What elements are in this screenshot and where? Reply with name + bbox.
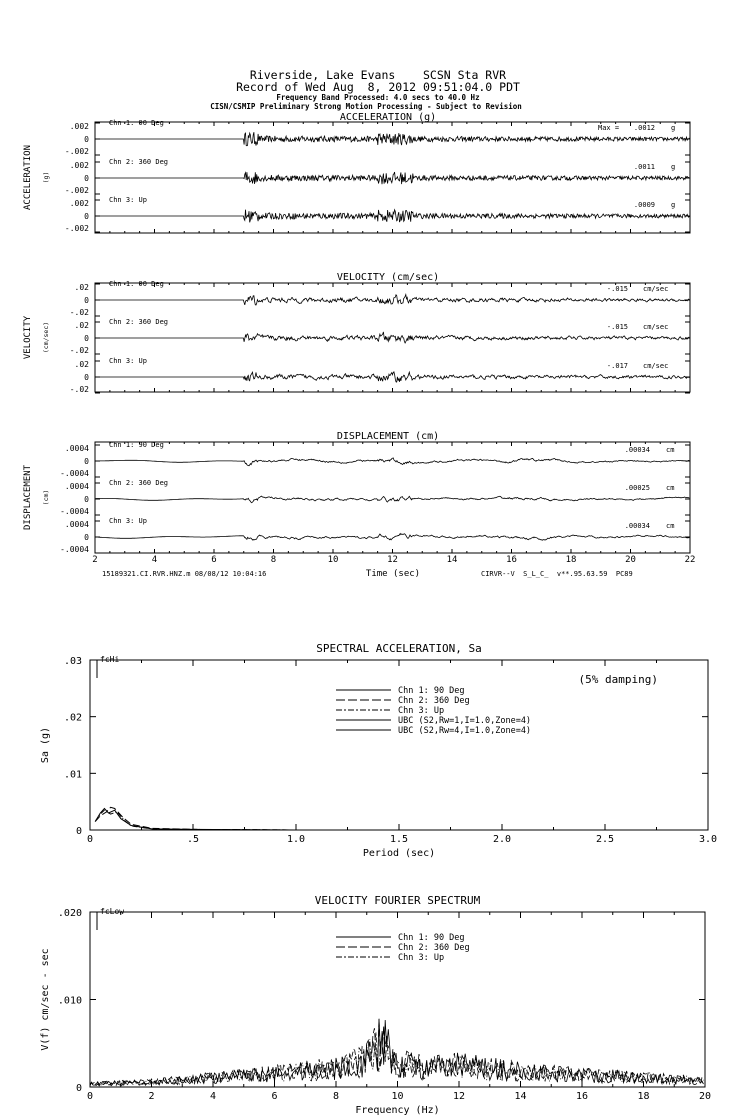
panel-yunit: (cm/sec) [42, 321, 50, 354]
max-label: Max = [598, 124, 620, 132]
max-value: -.015 [606, 323, 628, 331]
y-tick-label: -.002 [64, 147, 89, 156]
channel-label: Chn 1: 90 Deg [109, 280, 164, 288]
velocity-fourier-chart [40, 894, 711, 1115]
max-unit: g [671, 163, 676, 171]
panel-ylabel: VELOCITY [23, 315, 33, 360]
waveform-trace [95, 332, 689, 343]
header [210, 68, 522, 111]
x-tick-label: 16 [575, 1091, 589, 1102]
y-tick-label: .03 [63, 656, 82, 667]
x-tick-label: 10 [391, 1091, 404, 1102]
panel-ylabel: DISPLACEMENT [23, 464, 33, 531]
y-tick-label: 0 [75, 1083, 82, 1094]
panel-acc [23, 112, 690, 233]
y-tick-label: .01 [63, 769, 82, 781]
chart-title: VELOCITY FOURIER SPECTRUM [314, 894, 481, 907]
channel-label: Chn 3: Up [109, 357, 147, 365]
y-tick-label: 0 [84, 495, 89, 504]
x-tick-label: 1.0 [286, 834, 306, 845]
waveform-trace [95, 132, 689, 146]
channel-label: Chn 1: 90 Deg [109, 119, 164, 127]
y-tick-label: -.02 [69, 385, 89, 394]
series-line [95, 807, 296, 830]
y-tick-label: .020 [57, 908, 82, 919]
series-line [90, 1019, 704, 1086]
legend-label: Chn 2: 360 Deg [398, 943, 470, 953]
y-tick-label: 0 [84, 212, 89, 221]
y-tick-label: 0 [84, 296, 89, 305]
x-tick-label: 8 [332, 1091, 340, 1102]
channel-label: Chn 3: Up [109, 517, 147, 525]
y-axis-label: Sa (g) [40, 726, 51, 764]
series-line [90, 1018, 704, 1086]
legend-label: UBC (S2,Rw=4,I=1.0,Zone=4) [398, 726, 532, 736]
x-tick-label: 14 [514, 1091, 527, 1102]
panel-yunit: (g) [42, 171, 50, 184]
max-value: .0011 [633, 163, 655, 171]
max-unit: cm [666, 446, 675, 454]
max-unit: cm [666, 484, 675, 492]
y-tick-label: 0 [84, 135, 89, 144]
marker-label: fcHi [100, 655, 120, 664]
waveform-trace [95, 372, 689, 382]
legend-label: Chn 3: Up [398, 953, 445, 963]
panel-ylabel: ACCELERATION [23, 144, 33, 211]
x-tick-label: 6 [211, 555, 217, 565]
channel-label: Chn 1: 90 Deg [109, 441, 164, 449]
max-unit: g [671, 124, 676, 132]
y-tick-label: -.002 [64, 224, 89, 233]
x-tick-label: 18 [637, 1091, 650, 1102]
panel-disp [23, 431, 695, 565]
x-tick-label: 6 [271, 1091, 278, 1102]
y-tick-label: .0004 [64, 482, 89, 491]
time-series-panels [23, 112, 695, 565]
max-unit: cm/sec [643, 323, 669, 331]
y-tick-label: .0004 [64, 520, 89, 529]
y-tick-label: -.02 [69, 308, 89, 317]
legend-label: Chn 1: 90 Deg [398, 933, 465, 943]
x-tick-label: 14 [446, 555, 458, 565]
damping-note: (5% damping) [578, 673, 658, 686]
y-tick-label: .002 [69, 161, 89, 170]
x-axis-label: Frequency (Hz) [355, 1105, 440, 1115]
x-tick-label: 1.5 [389, 834, 409, 845]
header-line1: Riverside, Lake Evans SCSN Sta RVR [249, 68, 507, 82]
footer-left: 15189321.CI.RVR.HNZ.m 08/08/12 10:04:16 [102, 570, 267, 578]
header-line3: Frequency Band Processed: 4.0 secs to 40.0 Hz [276, 93, 480, 102]
y-tick-label: 0 [84, 174, 89, 183]
channel-label: Chn 2: 360 Deg [109, 318, 169, 326]
waveform-trace [95, 458, 689, 466]
panel-vel [23, 272, 690, 394]
legend-label: Chn 1: 90 Deg [398, 686, 465, 696]
max-value: .00034 [624, 522, 650, 530]
y-tick-label: 0 [84, 457, 89, 466]
panel-title: ACCELERATION (g) [339, 112, 437, 123]
y-tick-label: -.0004 [60, 469, 89, 478]
y-tick-label: .02 [74, 360, 89, 369]
header-line4: CISN/CSMIP Preliminary Strong Motion Processing - Subject to Revision [210, 102, 522, 111]
max-value: -.017 [606, 362, 628, 370]
y-tick-label: .02 [74, 321, 89, 330]
x-tick-label: 0 [86, 834, 94, 845]
channel-label: Chn 2: 360 Deg [109, 479, 169, 487]
y-tick-label: .02 [63, 712, 82, 724]
marker-label: fcLow [100, 907, 125, 916]
panel-title: VELOCITY (cm/sec) [336, 272, 440, 283]
x-tick-label: 22 [684, 555, 696, 565]
waveform-trace [95, 295, 689, 305]
series-line [95, 810, 296, 830]
y-tick-label: 0 [84, 373, 89, 382]
x-tick-label: 16 [506, 555, 517, 565]
x-tick-label: 12 [387, 555, 398, 565]
max-unit: cm/sec [643, 285, 669, 293]
x-tick-label: 18 [565, 555, 577, 565]
legend-label: Chn 3: Up [398, 706, 445, 716]
legend-label: Chn 2: 360 Deg [398, 696, 470, 706]
x-tick-label: 4 [151, 555, 158, 565]
y-tick-label: .010 [57, 995, 82, 1007]
x-tick-label: 4 [209, 1091, 217, 1102]
waveform-trace [95, 172, 689, 184]
y-tick-label: -.02 [69, 346, 89, 355]
legend-label: UBC (S2,Rw=1,I=1.0,Zone=4) [398, 716, 532, 726]
channel-label: Chn 2: 360 Deg [109, 158, 169, 166]
x-tick-label: 2 [92, 555, 98, 565]
panel-title: DISPLACEMENT (cm) [336, 431, 440, 442]
y-tick-label: .002 [69, 199, 89, 208]
max-value: .0012 [633, 124, 655, 132]
waveform-trace [95, 496, 689, 503]
y-tick-label: -.0004 [60, 545, 89, 554]
x-axis-label: Period (sec) [362, 848, 436, 859]
y-tick-label: -.0004 [60, 507, 89, 516]
time-axis-label: Time (sec) [365, 569, 421, 579]
x-tick-label: .5 [186, 834, 200, 845]
footer-right: CIRVR--V S_L_C_ v**.95.63.59 PC89 [481, 570, 633, 578]
max-unit: cm/sec [643, 362, 669, 370]
x-tick-label: 20 [625, 555, 636, 565]
x-tick-label: 2 [148, 1091, 155, 1102]
spectral-acceleration-chart [40, 642, 717, 859]
max-value: .0009 [633, 201, 655, 209]
x-tick-label: 0 [86, 1091, 94, 1102]
x-tick-label: 8 [270, 555, 277, 565]
y-tick-label: 0 [84, 533, 89, 542]
chart-title: SPECTRAL ACCELERATION, Sa [316, 642, 482, 655]
y-tick-label: .002 [69, 122, 89, 131]
y-tick-label: 0 [84, 334, 89, 343]
y-axis-label: V(f) cm/sec - sec [40, 948, 51, 1051]
max-unit: cm [666, 522, 675, 530]
x-tick-label: 2.5 [595, 834, 615, 845]
y-tick-label: -.002 [64, 186, 89, 195]
x-tick-label: 2.0 [492, 834, 512, 845]
max-value: -.015 [606, 285, 628, 293]
x-tick-label: 3.0 [698, 834, 718, 845]
y-tick-label: .0004 [64, 444, 89, 453]
header-line2: Record of Wed Aug 8, 2012 09:51:04.0 PDT [236, 80, 520, 94]
waveform-trace [95, 534, 689, 541]
x-tick-label: 12 [452, 1091, 466, 1102]
max-unit: g [671, 201, 676, 209]
max-value: .00034 [624, 446, 650, 454]
x-tick-label: 20 [698, 1091, 712, 1102]
channel-label: Chn 3: Up [109, 196, 147, 204]
panel-yunit: (cm) [42, 489, 50, 506]
waveform-trace [95, 210, 689, 223]
max-value: .00025 [624, 484, 650, 492]
x-tick-label: 10 [327, 555, 339, 565]
y-tick-label: .02 [74, 283, 89, 292]
y-tick-label: 0 [75, 826, 82, 837]
